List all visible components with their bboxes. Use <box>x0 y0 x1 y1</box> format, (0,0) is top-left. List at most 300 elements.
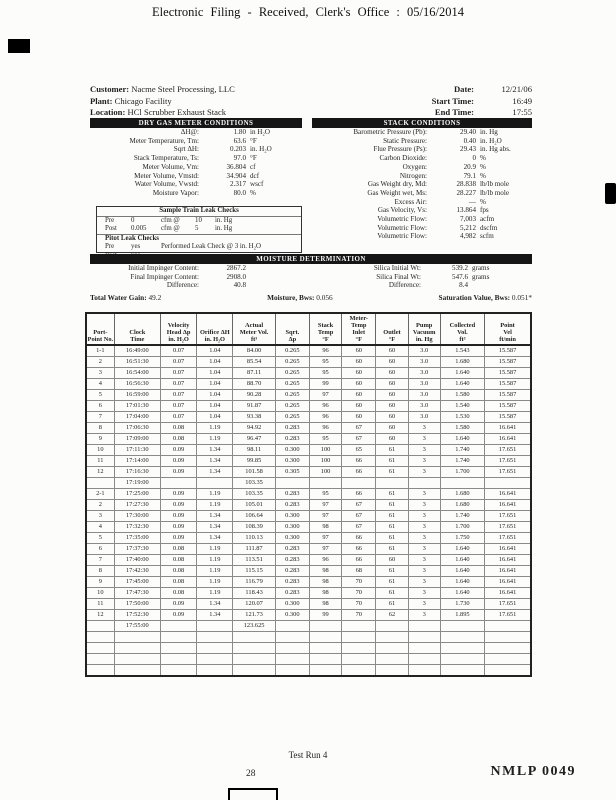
table-header-cell <box>160 313 196 345</box>
cell-orifice-dh: 1.19 <box>197 588 233 599</box>
header-line-3: ft/min <box>499 336 516 343</box>
header-line-1: Port- <box>93 329 108 336</box>
condition-label: Excess Air: <box>394 197 427 206</box>
cell-pump-vacuum: 3 <box>408 599 440 610</box>
header-line-1: Velocity <box>167 322 190 329</box>
cell-pump-vacuum: 3 <box>408 544 440 555</box>
cell-velocity-head <box>160 643 196 654</box>
cell-port-point <box>86 478 114 489</box>
header-line-2: Head Δp <box>166 329 191 336</box>
cell-meter-temp-outlet: 61 <box>376 511 408 522</box>
condition-unit <box>246 273 302 282</box>
saturation-bws-value: 0.051* <box>511 293 532 302</box>
condition-value: 63.6 <box>233 136 246 145</box>
cell-pump-vacuum: 3 <box>408 489 440 500</box>
cell-stack-temp: 95 <box>309 489 341 500</box>
condition-row <box>90 137 302 146</box>
table-row <box>86 500 531 511</box>
cell-stack-temp: 99 <box>309 610 341 621</box>
cell-port-point: 2-1 <box>86 489 114 500</box>
cell-point-vel: 15.587 <box>485 412 531 423</box>
condition-unit: in H₂O <box>250 128 271 136</box>
cell-velocity-head: 0.08 <box>160 434 196 445</box>
condition-unit <box>246 281 302 290</box>
cell-velocity-head: 0.07 <box>160 379 196 390</box>
condition-value: 8.4 <box>459 281 468 290</box>
header-line-1: Collected <box>449 322 476 329</box>
cell-port-point: 2 <box>86 357 114 368</box>
table-row <box>86 643 531 654</box>
condition-value: 2908.0 <box>226 272 246 281</box>
cell-meter-temp-outlet: 60 <box>376 412 408 423</box>
condition-row <box>90 128 302 137</box>
cell-port-point <box>86 665 114 677</box>
condition-row <box>312 224 532 233</box>
cell-clock-time: 17:42:30 <box>114 566 160 577</box>
cell-pump-vacuum: 3 <box>408 577 440 588</box>
cell-collected-vol <box>440 632 484 643</box>
cell-collected-vol <box>440 478 484 489</box>
cell-meter-vol: 84.00 <box>233 345 275 357</box>
cell-collected-vol: 1.640 <box>440 577 484 588</box>
cell-clock-time: 17:27:30 <box>114 500 160 511</box>
cell-velocity-head: 0.07 <box>160 390 196 401</box>
condition-row <box>90 154 302 163</box>
condition-unit: % <box>480 171 486 180</box>
condition-row <box>90 180 302 189</box>
cell-point-vel: 17.651 <box>485 599 531 610</box>
header-line-3: in. H₂O <box>204 336 226 343</box>
cell-orifice-dh <box>197 643 233 654</box>
cell-pump-vacuum: 3 <box>408 456 440 467</box>
condition-unit: in. Hg abs. <box>480 145 511 154</box>
cell-sqrt-dp: 0.265 <box>275 390 309 401</box>
cell-meter-temp-outlet: 60 <box>376 379 408 390</box>
cell-stack-temp: 98 <box>309 588 341 599</box>
cell-velocity-head: 0.09 <box>160 533 196 544</box>
cell-pump-vacuum: 3 <box>408 566 440 577</box>
stack-section-title: STACK CONDITIONS <box>312 118 532 128</box>
cell-meter-temp-inlet: 66 <box>342 489 376 500</box>
cell-meter-temp-outlet <box>376 478 408 489</box>
cell-point-vel: 16.641 <box>485 434 531 445</box>
condition-row <box>90 273 302 282</box>
cell-meter-temp-inlet: 67 <box>342 511 376 522</box>
cell-stack-temp: 96 <box>309 555 341 566</box>
condition-row <box>312 232 532 241</box>
cell-sqrt-dp: 0.265 <box>275 401 309 412</box>
leak-checks-box <box>96 206 302 253</box>
cell-orifice-dh: 1.19 <box>197 489 233 500</box>
table-header-cell <box>86 313 114 345</box>
cell-meter-temp-inlet: 60 <box>342 357 376 368</box>
table-row <box>86 610 531 621</box>
start-time-label: Start Time: <box>431 95 474 106</box>
condition-value: 29.43 <box>460 145 476 154</box>
condition-value: — <box>468 197 476 206</box>
table-row <box>86 599 531 610</box>
cell-point-vel: 16.641 <box>485 555 531 566</box>
cell-stack-temp: 96 <box>309 401 341 412</box>
cell-meter-temp-outlet: 61 <box>376 467 408 478</box>
table-row <box>86 412 531 423</box>
cell-meter-temp-outlet: 61 <box>376 544 408 555</box>
header-line-3: °F <box>355 336 362 343</box>
cell-port-point: 11 <box>86 456 114 467</box>
cell-sqrt-dp: 0.265 <box>275 412 309 423</box>
pitot-check-value: yes <box>131 243 141 251</box>
cell-meter-temp-inlet: 67 <box>342 500 376 511</box>
cell-meter-temp-inlet: 60 <box>342 412 376 423</box>
table-row <box>86 588 531 599</box>
cell-port-point: 4 <box>86 379 114 390</box>
table-row <box>86 456 531 467</box>
condition-unit: acfm <box>480 215 495 224</box>
cell-clock-time <box>114 643 160 654</box>
condition-row <box>312 198 532 207</box>
table-header-cell <box>275 313 309 345</box>
cell-collected-vol: 1.580 <box>440 390 484 401</box>
cell-stack-temp: 97 <box>309 533 341 544</box>
condition-unit <box>468 281 532 290</box>
cell-port-point <box>86 654 114 665</box>
cell-meter-temp-outlet: 61 <box>376 456 408 467</box>
header-line-2: Orifice ΔH <box>199 329 230 336</box>
cell-clock-time: 17:01:30 <box>114 401 160 412</box>
table-row <box>86 533 531 544</box>
condition-label: Silica Initial Wt: <box>373 264 421 272</box>
condition-row <box>90 281 302 290</box>
cell-pump-vacuum <box>408 621 440 632</box>
table-header-cell <box>342 313 376 345</box>
cell-meter-temp-outlet: 61 <box>376 588 408 599</box>
cell-meter-temp-inlet: 68 <box>342 566 376 577</box>
cell-collected-vol: 1.640 <box>440 566 484 577</box>
cell-clock-time: 17:14:00 <box>114 456 160 467</box>
cell-pump-vacuum: 3 <box>408 445 440 456</box>
cell-stack-temp: 95 <box>309 368 341 379</box>
cell-meter-temp-inlet: 67 <box>342 522 376 533</box>
condition-row <box>312 172 532 181</box>
table-row <box>86 345 531 357</box>
cell-stack-temp: 97 <box>309 500 341 511</box>
cell-orifice-dh: 1.04 <box>197 390 233 401</box>
header-line-2: Vacuum <box>412 329 436 336</box>
cell-orifice-dh: 1.34 <box>197 456 233 467</box>
cell-stack-temp <box>309 478 341 489</box>
header-line-2: Clock <box>129 329 146 336</box>
cell-point-vel <box>485 478 531 489</box>
cell-orifice-dh: 1.04 <box>197 412 233 423</box>
cell-meter-temp-inlet: 60 <box>342 401 376 412</box>
cell-point-vel <box>485 632 531 643</box>
bates-stamp: NMLP 0049 <box>490 764 576 779</box>
cell-sqrt-dp: 0.265 <box>275 379 309 390</box>
cell-collected-vol: 1.730 <box>440 599 484 610</box>
header-line-3: Δp <box>288 336 297 343</box>
cell-meter-vol: 91.87 <box>233 401 275 412</box>
cell-orifice-dh: 1.04 <box>197 357 233 368</box>
cell-stack-temp <box>309 643 341 654</box>
cell-sqrt-dp: 0.265 <box>275 368 309 379</box>
cell-port-point <box>86 643 114 654</box>
cell-meter-temp-outlet: 60 <box>376 423 408 434</box>
cell-point-vel: 16.641 <box>485 588 531 599</box>
header-line-3: ft³ <box>251 336 258 343</box>
condition-row <box>90 172 302 181</box>
cell-point-vel: 15.587 <box>485 401 531 412</box>
cell-pump-vacuum: 3 <box>408 610 440 621</box>
cell-port-point: 3 <box>86 511 114 522</box>
cell-sqrt-dp: 0.283 <box>275 555 309 566</box>
condition-row <box>312 206 532 215</box>
filing-header: Electronic Filing - Received, Clerk's Office : 05/16/2014 <box>152 5 464 19</box>
cell-meter-vol: 93.38 <box>233 412 275 423</box>
cell-collected-vol: 1.640 <box>440 379 484 390</box>
header-line-2: Sqrt. <box>285 329 300 336</box>
leak-check-value2: 10 <box>195 216 202 224</box>
cell-sqrt-dp: 0.283 <box>275 423 309 434</box>
cell-collected-vol: 1.700 <box>440 522 484 533</box>
cell-clock-time: 17:45:00 <box>114 577 160 588</box>
cell-stack-temp: 98 <box>309 522 341 533</box>
dry-gas-meter-section <box>90 118 302 198</box>
cell-point-vel: 16.641 <box>485 566 531 577</box>
cell-orifice-dh <box>197 632 233 643</box>
moisture-left-rows <box>90 264 302 290</box>
cell-stack-temp: 100 <box>309 456 341 467</box>
cell-stack-temp: 97 <box>309 511 341 522</box>
cell-port-point: 3 <box>86 368 114 379</box>
cell-clock-time <box>114 654 160 665</box>
plant-value: Chicago Facility <box>114 95 172 106</box>
cell-orifice-dh: 1.34 <box>197 445 233 456</box>
condition-unit: in. H₂O <box>480 136 502 145</box>
condition-value: 0 <box>472 154 476 163</box>
cell-clock-time: 17:52:30 <box>114 610 160 621</box>
cell-pump-vacuum: 3.0 <box>408 390 440 401</box>
cell-port-point <box>86 632 114 643</box>
condition-unit: °F <box>250 136 257 145</box>
cell-orifice-dh: 1.04 <box>197 345 233 357</box>
header-line-3: ft³ <box>459 336 466 343</box>
cell-collected-vol: 1.895 <box>440 610 484 621</box>
cell-point-vel: 17.651 <box>485 511 531 522</box>
header-line-2: Vel <box>503 329 512 336</box>
cell-meter-temp-outlet <box>376 665 408 677</box>
customer-value: Nacme Steel Processing, LLC <box>131 84 235 94</box>
pitot-checks-title: Pitot Leak Checks <box>97 234 301 244</box>
leak-check-value: 0 <box>131 216 135 224</box>
condition-value: 36.804 <box>226 162 246 171</box>
cell-orifice-dh: 1.19 <box>197 500 233 511</box>
cell-port-point: 8 <box>86 423 114 434</box>
leak-check-mid: cfm @ <box>161 225 180 233</box>
table-row <box>86 522 531 533</box>
cell-meter-vol <box>233 665 275 677</box>
cell-collected-vol <box>440 654 484 665</box>
cell-collected-vol <box>440 643 484 654</box>
leak-check-row <box>97 217 301 226</box>
cell-port-point: 9 <box>86 577 114 588</box>
condition-label: Silica Final Wt: <box>376 272 421 281</box>
moisture-summary <box>90 293 532 302</box>
header-line-1: Actual <box>245 322 264 329</box>
table-row <box>86 511 531 522</box>
condition-unit: grams <box>472 264 490 272</box>
cell-stack-temp: 98 <box>309 599 341 610</box>
cell-meter-vol <box>233 643 275 654</box>
cell-meter-vol: 101.58 <box>233 467 275 478</box>
moisture-bws-label: Moisture, Bws: <box>267 293 315 302</box>
cell-point-vel: 16.641 <box>485 544 531 555</box>
condition-row <box>312 264 532 273</box>
cell-port-point: 8 <box>86 566 114 577</box>
cell-orifice-dh: 1.34 <box>197 522 233 533</box>
cell-point-vel: 15.587 <box>485 368 531 379</box>
cell-meter-vol: 94.92 <box>233 423 275 434</box>
table-row <box>86 489 531 500</box>
cell-collected-vol: 1.680 <box>440 489 484 500</box>
cell-collected-vol: 1.680 <box>440 500 484 511</box>
cell-meter-temp-outlet <box>376 632 408 643</box>
cell-meter-temp-inlet: 60 <box>342 390 376 401</box>
cell-meter-temp-outlet: 61 <box>376 500 408 511</box>
cell-collected-vol: 1.640 <box>440 368 484 379</box>
cell-clock-time: 17:50:00 <box>114 599 160 610</box>
start-time-value: 16:49 <box>512 95 532 106</box>
cell-pump-vacuum: 3 <box>408 434 440 445</box>
leak-check-label: Post <box>105 225 117 233</box>
cell-stack-temp: 96 <box>309 412 341 423</box>
leak-check-unit: in. Hg <box>215 225 233 233</box>
cell-collected-vol: 1.640 <box>440 588 484 599</box>
condition-value: 13.864 <box>456 206 476 215</box>
table-header-cell <box>309 313 341 345</box>
table-row <box>86 478 531 489</box>
total-water-gain-value: 49.2 <box>148 293 162 302</box>
table-row <box>86 368 531 379</box>
cell-sqrt-dp: 0.265 <box>275 357 309 368</box>
cell-sqrt-dp: 0.300 <box>275 599 309 610</box>
condition-row <box>312 273 532 282</box>
condition-value: 34.904 <box>226 171 246 180</box>
cell-meter-vol: 111.87 <box>233 544 275 555</box>
end-time-value: 17:55 <box>512 107 532 117</box>
cell-sqrt-dp: 0.305 <box>275 467 309 478</box>
cell-point-vel <box>485 643 531 654</box>
cell-sqrt-dp: 0.300 <box>275 610 309 621</box>
cell-orifice-dh: 1.19 <box>197 423 233 434</box>
cell-stack-temp: 97 <box>309 544 341 555</box>
cell-meter-temp-inlet: 70 <box>342 599 376 610</box>
cell-point-vel <box>485 621 531 632</box>
cell-sqrt-dp <box>275 643 309 654</box>
cell-collected-vol <box>440 621 484 632</box>
cell-meter-temp-inlet: 70 <box>342 577 376 588</box>
cell-point-vel: 16.641 <box>485 577 531 588</box>
cell-orifice-dh: 1.19 <box>197 544 233 555</box>
condition-unit: dscfm <box>480 223 498 232</box>
cell-pump-vacuum: 3 <box>408 423 440 434</box>
condition-label: Initial Impinger Content: <box>128 264 199 272</box>
cell-meter-temp-inlet: 60 <box>342 368 376 379</box>
cell-clock-time <box>114 665 160 677</box>
cell-orifice-dh: 1.34 <box>197 610 233 621</box>
cell-velocity-head: 0.09 <box>160 500 196 511</box>
cell-stack-temp: 95 <box>309 434 341 445</box>
condition-value: 1.80 <box>233 128 246 136</box>
condition-value: 79.1 <box>463 171 476 180</box>
cell-meter-temp-inlet: 70 <box>342 610 376 621</box>
cell-meter-vol: 120.07 <box>233 599 275 610</box>
condition-label: Meter Temperature, Tm: <box>129 136 199 145</box>
date-value: 12/21/06 <box>501 84 532 94</box>
condition-value: 28.227 <box>456 188 476 197</box>
cell-port-point: 1-1 <box>86 345 114 357</box>
condition-label: Meter Volume, Vmstd: <box>134 171 199 180</box>
cell-sqrt-dp <box>275 621 309 632</box>
table-row <box>86 379 531 390</box>
cell-orifice-dh: 1.19 <box>197 434 233 445</box>
cell-meter-temp-outlet <box>376 654 408 665</box>
cell-pump-vacuum: 3 <box>408 555 440 566</box>
cell-port-point: 12 <box>86 467 114 478</box>
condition-unit: % <box>250 188 256 197</box>
cell-orifice-dh <box>197 621 233 632</box>
condition-value: 7,003 <box>460 215 476 224</box>
condition-label: Gas Velocity, Vs: <box>377 206 427 215</box>
cell-orifice-dh: 1.34 <box>197 533 233 544</box>
leak-check-row <box>97 225 301 234</box>
cell-meter-temp-inlet <box>342 654 376 665</box>
plant-label: Plant: <box>90 95 113 106</box>
cell-meter-temp-outlet: 61 <box>376 489 408 500</box>
cell-pump-vacuum: 3.0 <box>408 357 440 368</box>
table-row <box>86 577 531 588</box>
cell-sqrt-dp: 0.283 <box>275 434 309 445</box>
cell-meter-temp-inlet: 67 <box>342 434 376 445</box>
cell-pump-vacuum: 3.0 <box>408 379 440 390</box>
cell-orifice-dh: 1.19 <box>197 555 233 566</box>
cell-sqrt-dp <box>275 665 309 677</box>
cell-meter-temp-outlet: 60 <box>376 345 408 357</box>
condition-unit: °F <box>250 154 257 163</box>
cell-meter-temp-outlet: 60 <box>376 555 408 566</box>
condition-row <box>90 145 302 154</box>
moisture-right-rows <box>312 264 532 290</box>
cell-port-point <box>86 621 114 632</box>
cell-collected-vol: 1.700 <box>440 467 484 478</box>
cell-clock-time: 16:54:00 <box>114 368 160 379</box>
cell-velocity-head <box>160 478 196 489</box>
cell-meter-temp-outlet: 60 <box>376 401 408 412</box>
cell-stack-temp: 95 <box>309 357 341 368</box>
cell-point-vel: 17.651 <box>485 445 531 456</box>
condition-label: Barometric Pressure (Pb): <box>353 128 427 136</box>
cell-meter-vol: 99.85 <box>233 456 275 467</box>
cell-orifice-dh <box>197 654 233 665</box>
cell-meter-vol: 90.28 <box>233 390 275 401</box>
pitot-check-note: Performed Leak Check @ 3 in. H₂O <box>161 243 262 251</box>
cell-collected-vol: 1.680 <box>440 357 484 368</box>
table-row <box>86 555 531 566</box>
cell-meter-vol: 103.35 <box>233 478 275 489</box>
cell-meter-vol <box>233 632 275 643</box>
header-line-1: Meter-Temp <box>349 315 369 329</box>
cell-meter-temp-inlet <box>342 478 376 489</box>
cell-clock-time: 17:09:00 <box>114 434 160 445</box>
